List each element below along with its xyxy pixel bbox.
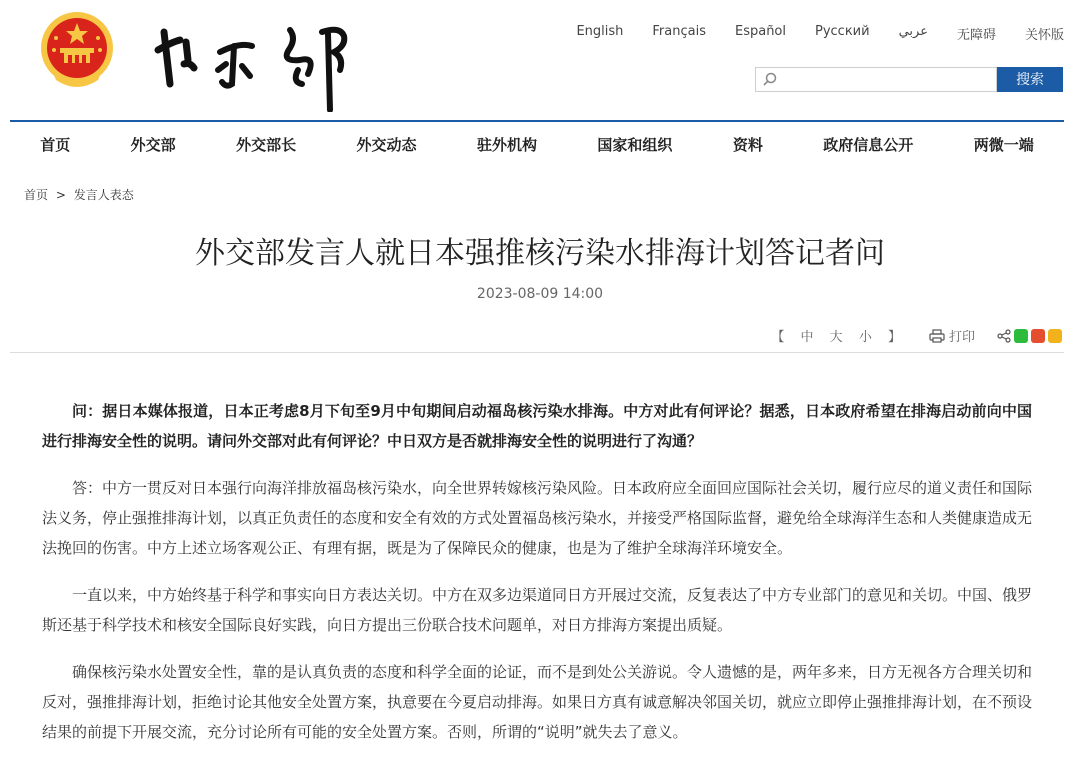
nav-item-minister[interactable]: 外交部长 (236, 135, 297, 154)
language-bar (547, 24, 1064, 43)
search-button[interactable]: 搜索 (997, 67, 1063, 92)
nav-item-diplomatic-news[interactable]: 外交动态 (356, 135, 417, 154)
print-icon (929, 329, 945, 343)
nav-item-countries-organizations[interactable]: 国家和组织 (597, 135, 673, 154)
search-icon (762, 72, 778, 88)
nav-item-government-info[interactable]: 政府信息公开 (823, 135, 914, 154)
article-tools (765, 326, 1062, 345)
national-emblem-logo[interactable] (38, 10, 116, 90)
header-divider (10, 352, 1064, 353)
lang-russian-link[interactable]: Русский (815, 24, 870, 39)
article-body (42, 396, 1032, 764)
print-label: 打印 (948, 330, 975, 345)
wechat-icon[interactable] (1014, 329, 1028, 343)
article-title: 外交部发言人就日本强推核污染水排海计划答记者问 (195, 236, 885, 271)
lang-spanish-link[interactable]: Español (734, 24, 786, 39)
nav-item-missions-overseas[interactable]: 驻外机构 (476, 135, 537, 154)
font-size-small-button[interactable]: 小 (858, 330, 872, 345)
qzone-icon[interactable] (1048, 329, 1062, 343)
print-button[interactable] (929, 326, 975, 345)
search-input[interactable] (780, 68, 984, 91)
site-header (0, 0, 1080, 118)
share-icon[interactable] (997, 329, 1011, 343)
breadcrumb-home-link[interactable]: 首页 (24, 188, 49, 202)
nav-item-resources[interactable]: 资料 (732, 135, 763, 154)
breadcrumb-separator: > (55, 188, 66, 202)
main-nav (10, 122, 1064, 166)
nav-item-social-media[interactable]: 两微一端 (973, 135, 1034, 154)
share-bar (997, 329, 1062, 343)
article-paragraph: 确保核污染水处置安全性，靠的是认真负责的态度和科学全面的论证，而不是到处公关游说。令人遗憾的是，两年多来，日方无视各方合理关切和反对，强推排海计划，拒绝讨论其他安全处置方案，执意要在今夏启动排海。如果日方真有诚意解决邻国关切，就应立即停止强推排海计划，在不预设结果的前提下开展交流，充分讨论所有可能的安全处置方案。否则，所谓的“说明”就失去了意义。 (42, 663, 1033, 741)
lang-french-link[interactable]: Français (652, 24, 706, 39)
article-paragraph: 答：中方一贯反对日本强行向海洋排放福岛核污染水，向全世界转嫁核污染风险。日本政府应全面回应国际社会关切，履行应尽的道义责任和国际法义务，停止强推排海计划，以真正负责任的态度和安全有效的方式处置福岛核污染水，并接受严格国际监督，避免给全球海洋生态和人类健康造成无法挽回的伤害。中方上述立场客观公正、有理有据，既是为了保障民众的健康，也是为了维护全球海洋环境安全。 (42, 479, 1033, 557)
weibo-icon[interactable] (1031, 329, 1045, 343)
font-size-medium-button[interactable]: 中 (800, 330, 814, 345)
nav-item-home[interactable]: 首页 (40, 135, 71, 154)
bracket-close: 】 (887, 330, 901, 345)
article-date: 2023-08-09 14:00 (476, 286, 604, 302)
site-name-calligraphy[interactable] (150, 12, 355, 112)
accessibility-link[interactable]: 无障碍 (956, 28, 996, 43)
search-box (755, 67, 997, 92)
breadcrumb (24, 186, 134, 203)
article-question: 问：据日本媒体报道，日本正考虑8月下旬至9月中旬期间启动福岛核污染水排海。中方对此有何评论？据悉，日本政府希望在排海启动前向中国进行排海安全性的说明。请问外交部对此有何评论？中日双方是否就排海安全性的说明进行了沟通？ (42, 402, 1032, 450)
font-size-controls (765, 326, 907, 345)
elderly-care-link[interactable]: 关怀版 (1024, 28, 1064, 43)
lang-english-link[interactable]: English (576, 24, 624, 39)
lang-arabic-link[interactable]: عربي (898, 24, 928, 39)
nav-item-ministry[interactable]: 外交部 (130, 135, 176, 154)
font-size-large-button[interactable]: 大 (829, 330, 843, 345)
bracket-open: 【 (771, 330, 785, 345)
breadcrumb-current-link[interactable]: 发言人表态 (73, 188, 134, 202)
article-paragraph: 一直以来，中方始终基于科学和事实向日方表达关切。中方在双多边渠道同日方开展过交流，反复表达了中方专业部门的意见和关切。中国、俄罗斯还基于科学技术和核安全国际良好实践，向日方提出三份联合技术问题单，对日方排海方案提出质疑。 (42, 586, 1033, 634)
